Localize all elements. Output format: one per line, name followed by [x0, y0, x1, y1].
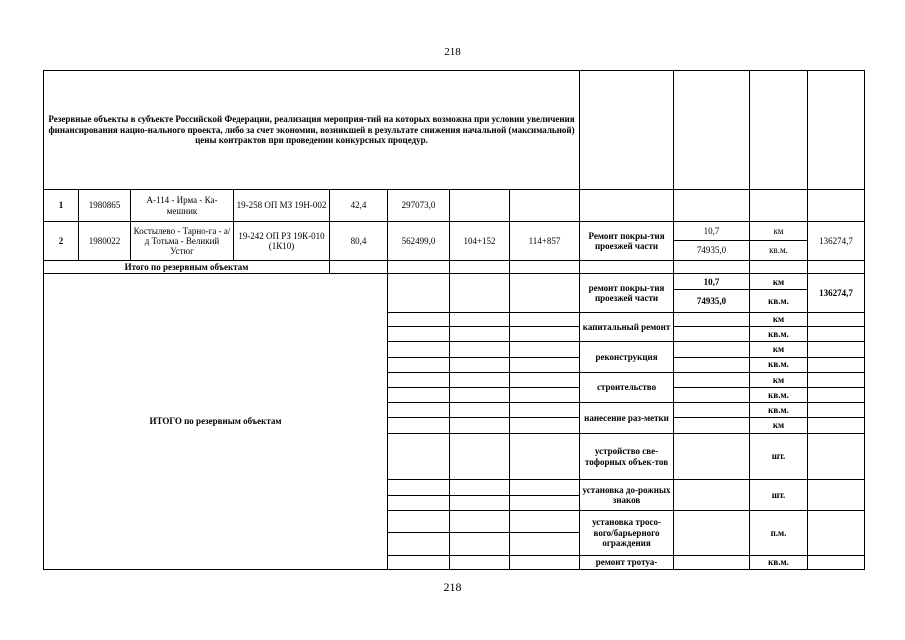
traffic-lights-label: устройство све-тофорных объек-тов — [580, 433, 674, 480]
summary-cell — [808, 555, 865, 569]
summary-cell — [388, 480, 450, 495]
summary-cell — [808, 372, 865, 387]
summary-cell — [510, 433, 580, 480]
work-type — [580, 189, 674, 222]
summary-cell — [450, 433, 510, 480]
summary-cell — [388, 510, 450, 532]
summary-cell — [388, 403, 450, 418]
subtotal-cell — [450, 261, 510, 274]
road-name: А-114 - Ирма - Ка-мешник — [131, 189, 234, 222]
road-registry-id: 19-258 ОП МЗ 19Н-002 — [234, 189, 330, 222]
road-length: 42,4 — [330, 189, 388, 222]
summary-cell — [388, 274, 450, 313]
unit-sq: кв.м. — [750, 403, 808, 418]
summary-cell — [674, 510, 750, 555]
unit-km: км — [750, 342, 808, 357]
road-code: 1980865 — [79, 189, 131, 222]
summary-cell — [808, 403, 865, 418]
summary-cell — [510, 480, 580, 495]
unit-km: км — [750, 372, 808, 387]
road-registry-id: 19-242 ОП РЗ 19К-010 (1К10) — [234, 222, 330, 261]
unit-pcs: шт. — [750, 480, 808, 510]
work-unit-km: км — [750, 222, 808, 240]
repair-total: 136274,7 — [808, 274, 865, 313]
reconstruction-label: реконструкция — [580, 342, 674, 372]
reserve-objects-table — [43, 70, 865, 570]
work-total — [808, 189, 865, 222]
sidewalk-label: ремонт тротуа- — [580, 555, 674, 569]
summary-cell — [808, 312, 865, 326]
header-row — [44, 71, 865, 190]
unit-sq: кв.м. — [750, 327, 808, 342]
summary-cell — [450, 274, 510, 313]
row-number: 2 — [44, 222, 79, 261]
work-type: Ремонт покры-тия проезжей части — [580, 222, 674, 261]
subtotal-cell — [674, 261, 750, 274]
summary-cell — [808, 327, 865, 342]
header-cell — [750, 71, 808, 190]
road-length: 80,4 — [330, 222, 388, 261]
summary-cell — [808, 418, 865, 433]
section-title: Резервные объекты в субъекте Российской Федерации, реализация мероприя-тий на которых возможна при условии увеличения финансирования нацио-нального проекта, либо за счет экономии, возникшей в результате снижения начальной (максимальной) цены контрактов при проведении конкурсных процедур. — [44, 71, 580, 190]
row-number: 1 — [44, 189, 79, 222]
summary-cell — [388, 342, 450, 357]
subtotal-row — [44, 261, 865, 274]
summary-cell — [674, 327, 750, 342]
road-signs-label: установка до-рожных знаков — [580, 480, 674, 510]
summary-cell — [450, 327, 510, 342]
road-name: Костылево - Тарно-га - а/д Тотьма - Великий Устюг — [131, 222, 234, 261]
summary-cell — [510, 357, 580, 372]
page-number-bottom: 218 — [443, 580, 462, 594]
summary-cell — [450, 495, 510, 510]
unit-km: км — [750, 418, 808, 433]
unit-sq: кв.м. — [750, 555, 808, 569]
summary-cell — [510, 533, 580, 555]
work-value — [674, 189, 750, 222]
km-to: 114+857 — [510, 222, 580, 261]
subtotal-cell — [580, 261, 674, 274]
summary-cell — [808, 510, 865, 555]
road-cost: 297073,0 — [388, 189, 450, 222]
summary-cell — [450, 418, 510, 433]
summary-cell — [388, 418, 450, 433]
summary-cell — [674, 433, 750, 480]
summary-cell — [808, 387, 865, 402]
summary-cell — [388, 387, 450, 402]
page-number-top: 218 — [444, 46, 461, 58]
summary-cell — [674, 372, 750, 387]
subtotal-cell — [750, 261, 808, 274]
summary-cell — [510, 387, 580, 402]
km-from: 104+152 — [450, 222, 510, 261]
summary-cell — [808, 357, 865, 372]
work-total: 136274,7 — [808, 222, 865, 261]
work-unit-sq: кв.м. — [750, 240, 808, 260]
summary-cell — [808, 433, 865, 480]
summary-cell — [674, 387, 750, 402]
summary-cell — [388, 533, 450, 555]
repair-km-value: 10,7 — [674, 274, 750, 290]
summary-cell — [450, 555, 510, 569]
km-from — [450, 189, 510, 222]
unit-km: км — [750, 312, 808, 326]
summary-cell — [450, 403, 510, 418]
summary-cell — [674, 555, 750, 569]
summary-cell — [510, 418, 580, 433]
unit-lin: п.м. — [750, 510, 808, 555]
summary-cell — [674, 403, 750, 418]
km-to — [510, 189, 580, 222]
subtotal-cell — [388, 261, 450, 274]
work-value-sq: 74935,0 — [674, 240, 750, 260]
summary-cell — [388, 357, 450, 372]
summary-cell — [510, 274, 580, 313]
summary-cell — [450, 342, 510, 357]
summary-cell — [674, 312, 750, 326]
summary-cell — [510, 510, 580, 532]
subtotal-cell — [330, 261, 388, 274]
unit-sq: кв.м. — [750, 357, 808, 372]
summary-cell — [450, 372, 510, 387]
summary-cell — [674, 342, 750, 357]
header-cell — [674, 71, 750, 190]
summary-cell — [510, 342, 580, 357]
construction-label: строительство — [580, 372, 674, 402]
summary-cell — [510, 403, 580, 418]
summary-cell — [510, 555, 580, 569]
capital-repair-label: капитальный ремонт — [580, 312, 674, 341]
total-label: ИТОГО по резервным объектам — [44, 274, 388, 570]
summary-cell — [510, 312, 580, 326]
summary-cell — [510, 372, 580, 387]
subtotal-cell — [808, 261, 865, 274]
summary-cell — [388, 312, 450, 326]
repair-sq-value: 74935,0 — [674, 290, 750, 312]
summary-cell — [388, 555, 450, 569]
table-row — [44, 222, 865, 240]
summary-cell — [450, 510, 510, 532]
summary-cell — [388, 372, 450, 387]
summary-cell — [808, 480, 865, 510]
summary-cell — [388, 433, 450, 480]
summary-cell — [674, 418, 750, 433]
repair-label: ремонт покры-тия проезжей части — [580, 274, 674, 313]
unit-sq: кв.м. — [750, 387, 808, 402]
subtotal-label: Итого по резервным объектам — [44, 261, 330, 274]
work-unit — [750, 189, 808, 222]
road-cost: 562499,0 — [388, 222, 450, 261]
summary-cell — [450, 480, 510, 495]
road-code: 1980022 — [79, 222, 131, 261]
summary-cell — [450, 533, 510, 555]
summary-cell — [510, 327, 580, 342]
summary-cell — [450, 357, 510, 372]
header-cell — [580, 71, 674, 190]
summary-row — [44, 274, 865, 290]
subtotal-cell — [510, 261, 580, 274]
summary-cell — [510, 495, 580, 510]
barrier-label: установка тросо-вого/барьерного ограждения — [580, 510, 674, 555]
summary-cell — [674, 480, 750, 510]
summary-cell — [388, 327, 450, 342]
unit-km: км — [750, 274, 808, 290]
unit-pcs: шт. — [750, 433, 808, 480]
unit-sq: кв.м. — [750, 290, 808, 312]
table-row — [44, 189, 865, 222]
summary-cell — [450, 312, 510, 326]
header-cell — [808, 71, 865, 190]
work-value-km: 10,7 — [674, 222, 750, 240]
marking-label: нанесение раз-метки — [580, 403, 674, 433]
summary-cell — [808, 342, 865, 357]
summary-cell — [450, 387, 510, 402]
summary-cell — [388, 495, 450, 510]
summary-cell — [674, 357, 750, 372]
